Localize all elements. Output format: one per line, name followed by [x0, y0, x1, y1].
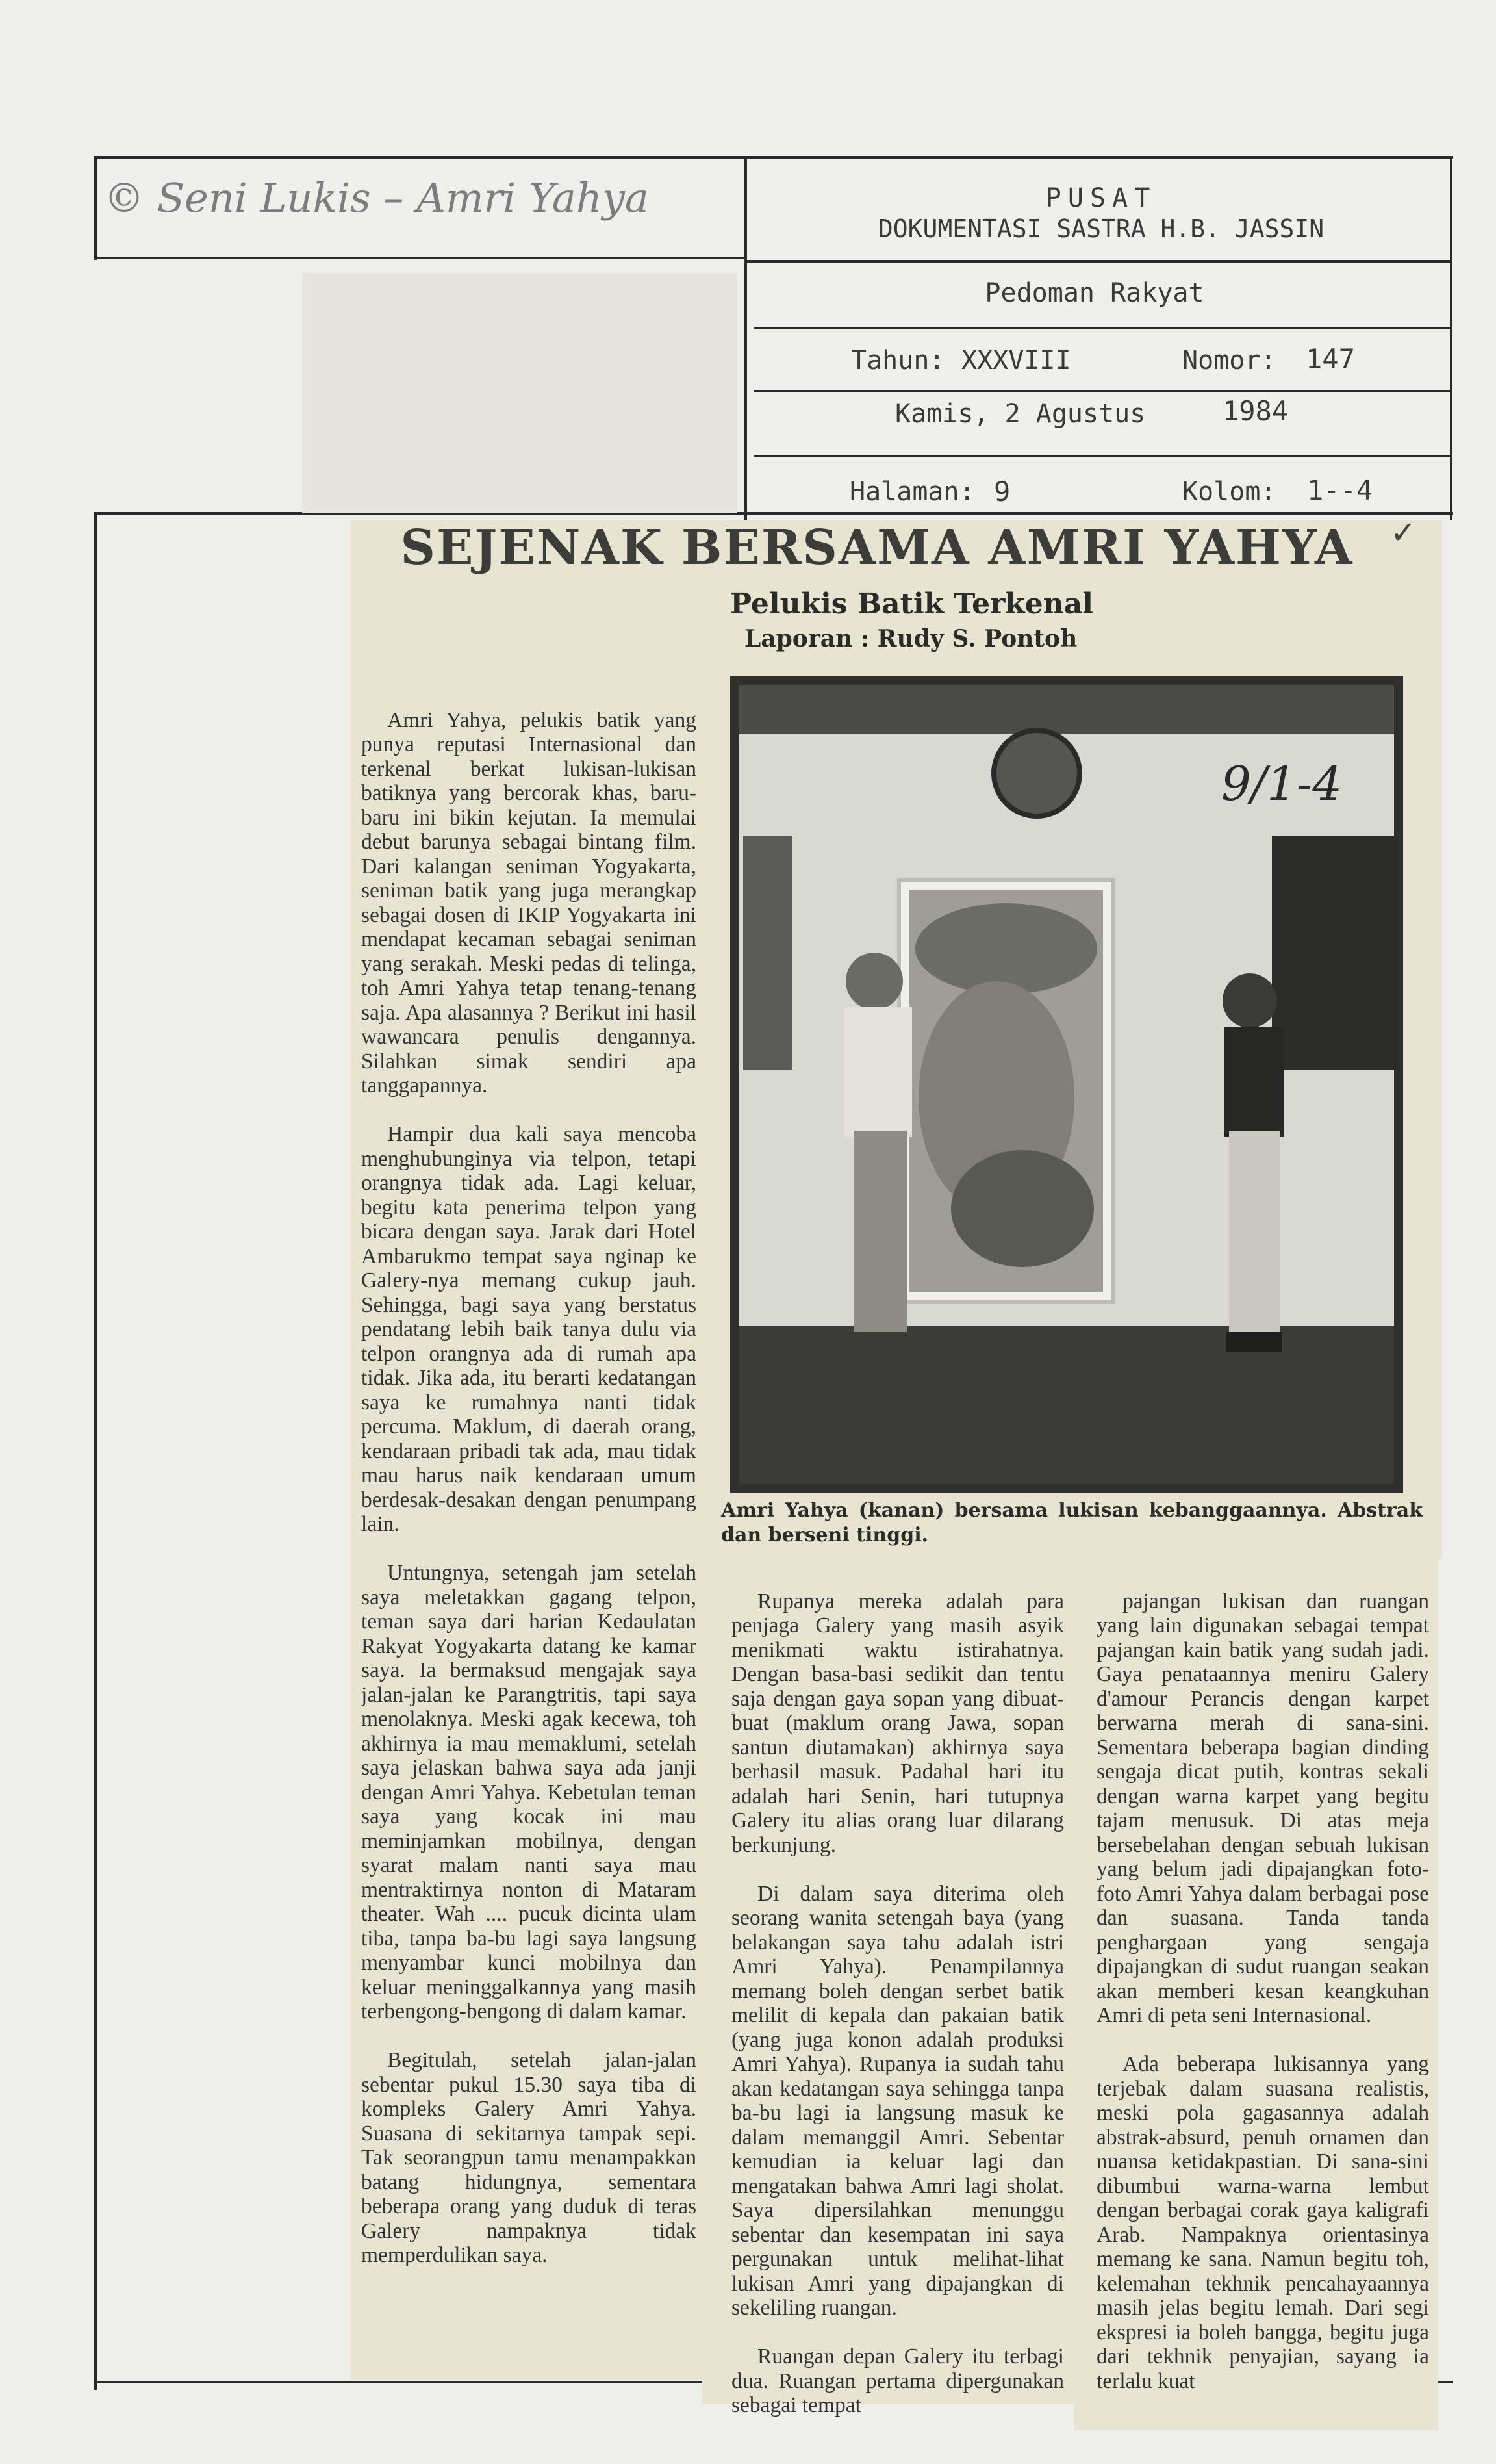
- col1-paragraph-1: Amri Yahya, pelukis batik yang punya reputasi Internasional dan terkenal berkat lukisan-lukisan batiknya yang bercorak khas, baru-baru ini bikin kejutan. Ia memulai debut barunya sebagai bintang film. Dari kalangan seniman Yogyakarta, seniman batik yang juga merangkap sebagai dosen di IKIP Yogyakarta ini mendapat kecaman sebagai seniman yang serakah. Meski pedas di telinga, toh Amri Yahya tetap tenang-tenang saja. Apa alasannya ? Berikut ini hasil wawancara penulis dengannya. Silahkan simak sendiri apa tanggapannya.: [361, 708, 696, 1097]
- grid-top-line: [94, 156, 1453, 159]
- grid-h4: [754, 455, 1452, 457]
- grid-h5: [94, 512, 1453, 515]
- grid-h3: [754, 390, 1452, 392]
- grid-left-hline: [94, 257, 746, 259]
- col2-paragraph-2: Di dalam saya diterima oleh seorang wanita setengah baya (yang belakangan saya tahu adalah istri Amri Yahya). Penampilannya memang boleh dengan serbet batik melilit di kepala dan pakaian batik (yang juga konon adalah produksi Amri Yahya). Rupanya ia sudah tahu akan kedatangan saya sehingga tanpa ba-bu lagi ia langsung masuk ke dalam memanggil Amri. Sebentar kemudian ia keluar lagi dan mengatakan bahwa Amri lagi sholat. Saya dipersilahkan menunggu sebentar dan kesempatan ini saya pergunakan untuk melihat-lihat lukisan Amri yang dipajangkan di sekeliling ruangan.: [731, 1881, 1064, 2320]
- col1-paragraph-2: Hampir dua kali saya mencoba menghubunginya via telpon, tetapi orangnya tidak ada. Lagi keluar, begitu kata penerima telpon yang bicara dengan saya. Jarak dari Hotel Ambarukmo tempat saya nginap ke Galery-nya memang cukup jauh. Sehingga, bagi saya yang berstatus pendatang lebih baik tanya dulu via telpon orangnya ada di rumah apa tidak. Jika ada, itu berarti kedatangan saya ke rumahnya nanti tidak percuma. Maklum, di daerah orang, kendaraan pribadi tak ada, mau tidak mau harus naik kendaraan umum berdesak-desakan dengan penumpang lain.: [361, 1122, 696, 1536]
- grid-right-vline: [1450, 156, 1452, 520]
- photo-caption: Amri Yahya (kanan) bersama lukisan kebanggaannya. Abstrak dan berseni tinggi.: [721, 1499, 1423, 1546]
- check-mark: ✓: [1390, 515, 1417, 551]
- headline: SEJENAK BERSAMA AMRI YAHYA: [400, 520, 1354, 576]
- col1-paragraph-3: Untungnya, setengah jam setelah saya meletakkan gagang telpon, teman saya dari harian Kedaulatan Rakyat Yogyakarta datang ke kamar saya. Ia bermaksud mengajak saya jalan-jalan ke Parangtritis, tapi saya menolaknya. Meski agak kecewa, toh akhirnya ia mau memaklumi, setelah saya jelaskan bahwa saya ada janji dengan Amri Yahya. Kebetulan teman saya yang kocak ini mau meminjamkan mobilnya, dengan syarat malam nanti saya mau mentraktirnya nonton di Mataram theater. Wah .... pucuk dicinta ulam tiba, tanpa ba-bu lagi saya langsung menyambar kunci mobilnya dan keluar meninggalkannya yang masih terbengong-bengong di dalam kamar.: [361, 1561, 696, 2023]
- frame-left-vline: [94, 512, 97, 2390]
- col3-paragraph-1: pajangan lukisan dan ruangan yang lain digunakan sebagai tempat pajangan kain batik yang sudah jadi. Gaya penataannya meniru Galery d'amour Perancis dengan karpet berwarna merah di sana-sini. Sementara beberapa bagian dinding sengaja dicat putih, kontras sekali dengan warna karpet yang begitu tajam menusuk. Di atas meja bersebelahan dengan sebuah lukisan yang belum jadi dipajangkan foto-foto Amri Yahya dalam berbagai pose dan suasana. Tanda tanda penghargaan yang sengaja dipajangkan di sudut ruangan seakan akan memberi kesan keangkuhan Amri di peta seni Internasional.: [1097, 1589, 1429, 2027]
- article-column-2: [731, 1565, 1064, 2417]
- col2-paragraph-3: Ruangan depan Galery itu terbagi dua. Ruangan pertama dipergunakan sebagai tempat: [731, 2344, 1064, 2417]
- subheadline: Pelukis Batik Terkenal: [730, 587, 1094, 621]
- col1-paragraph-4: Begitulah, setelah jalan-jalan sebentar pukul 15.30 saya tiba di kompleks Galery Amri Yahya. Suasana di sekitarnya tampak sepi. Tak seorangpun tamu menampakkan batang hidungnya, sementara beberapa orang yang duduk di teras Galery nampaknya tidak memperdulikan saya.: [361, 2048, 696, 2267]
- col2-paragraph-1: Rupanya mereka adalah para penjaga Galery yang masih asyik menikmati waktu istirahatnya. Dengan basa-basi sedikit dan tentu saja dengan gaya sopan yang dibuat-buat (maklum orang Jawa, sopan santun diutamakan) akhirnya saya berhasil masuk. Padahal hari itu adalah hari Senin, hari tutupnya Galery itu alias orang luar dilarang berkunjung.: [731, 1589, 1064, 1857]
- photo-handwritten-note: 9/1-4: [1221, 756, 1343, 811]
- archive-center-subtitle: DOKUMENTASI SASTRA H.B. JASSIN: [878, 214, 1325, 243]
- date-text: Kamis, 2 Agustus: [895, 399, 1146, 429]
- date-year: 1984: [1223, 395, 1289, 427]
- handwritten-label: © Seni Lukis – Amri Yahya: [104, 174, 649, 222]
- halaman-label: Halaman:: [850, 477, 975, 507]
- newspaper-name: Pedoman Rakyat: [985, 278, 1204, 308]
- nomor-label: Nomor:: [1182, 346, 1276, 376]
- nomor-value: 147: [1306, 343, 1355, 375]
- kolom-label: Kolom:: [1182, 477, 1276, 507]
- col3-paragraph-2: Ada beberapa lukisannya yang terjebak dalam suasana realistis, meski pola gagasannya adalah abstrak-absurd, penuh ornamen dan nuansa ketidakpastian. Di sana-sini dibumbui warna-warna lembut dengan berbagai corak gaya kaligrafi Arab. Nampaknya orientasinya memang ke sana. Namun begitu toh, kelemahan tekhnik pencahayaannya masih jelas begitu lemah. Dari segi ekspresi ia boleh bangga, begitu juga dari tekhnik penyajian, sayang ia terlalu kuat: [1097, 2052, 1429, 2393]
- tape-mark: [302, 273, 737, 513]
- tahun-label: Tahun:: [851, 346, 945, 376]
- archive-center-title: PUSAT: [1045, 183, 1157, 213]
- byline: Laporan : Rudy S. Pontoh: [744, 625, 1078, 652]
- grid-h1: [744, 260, 1452, 263]
- halaman-value: 9: [994, 476, 1011, 507]
- kolom-value: 1--4: [1307, 474, 1373, 506]
- article-column-1: [361, 684, 696, 2380]
- article-column-3: [1097, 1565, 1429, 2430]
- tahun-value: XXXVIII: [961, 346, 1071, 376]
- grid-h2: [754, 327, 1452, 329]
- grid-left-line: [94, 156, 97, 260]
- grid-mid-vline: [744, 156, 747, 520]
